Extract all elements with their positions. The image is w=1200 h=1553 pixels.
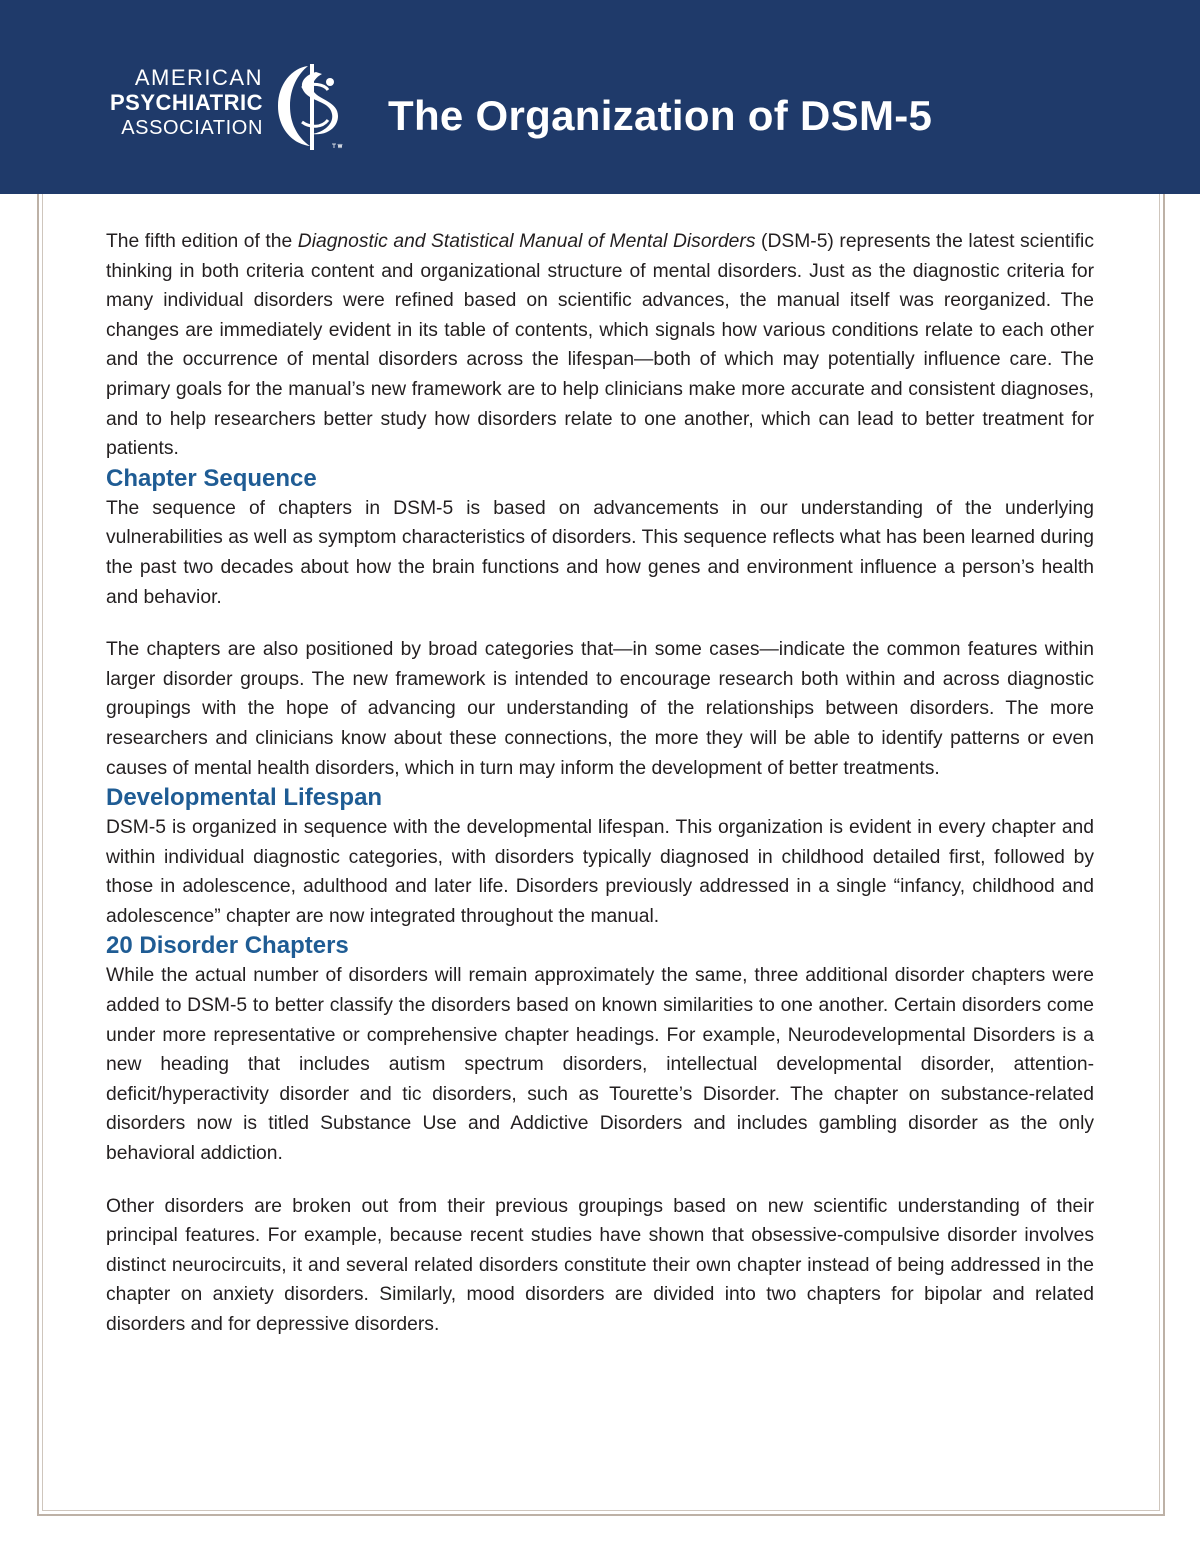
intro-text-start: The fifth edition of the	[106, 231, 298, 252]
intro-manual-title: Diagnostic and Statistical Manual of Mental Disorders	[297, 231, 756, 252]
logo-line-american: AMERICAN	[134, 65, 263, 90]
intro-text-rest: (DSM-5) represents the latest scientific thinking in both criteria content and organizational structure of mental disorders. Just as the diagnostic criteria for many individual disorders were refined based on scientific advances, the manual itself was reorganized. The changes are immediately evident in its table of contents, which signals how various conditions relate to each other and the occurrence of mental disorders across the lifespan—both of which may potentially influence care. The primary goals for the manual’s new framework are to help clinicians make more accurate and consistent diagnoses, and to help researchers better study how disorders relate to one another, which can lead to better treatment for patients.	[106, 231, 1094, 460]
main-content	[106, 227, 1094, 1340]
disorder-chapters-paragraph-1: While the actual number of disorders will remain approximately the same, three additional disorder chapters were added to DSM-5 to better classify the disorders based on known similarities to one another. Certain disorders come under more representative or comprehensive chapter headings. For example, Neurodevelopmental Disorders is a new heading that includes autism spectrum disorders, intellectual developmental disorder, attention-deficit/hyperactivity disorder and tic disorders, such as Tourette’s Disorder. The chapter on substance-related disorders now is titled Substance Use and Addictive Disorders and includes gambling disorder as the only behavioral addiction.	[106, 965, 1094, 1165]
apa-logo-text	[100, 64, 263, 141]
page-title: The Organization of DSM-5	[388, 92, 933, 139]
chapter-sequence-paragraph-2: The chapters are also positioned by broad categories that—in some cases—indicate the common features within larger disorder groups. The new framework is intended to encourage research both within and across diagnostic groupings with the hope of advancing our understanding of the relationships between disorders. The more researchers and clinicians know about these connections, the more they will be able to identify patterns or even causes of mental health disorders, which in turn may inform the development of better treatments.	[106, 639, 1094, 779]
chapter-sequence-paragraph-1: The sequence of chapters in DSM-5 is based on advancements in our understanding of the underlying vulnerabilities as well as symptom characteristics of disorders. This sequence reflects what has been learned during the past two decades about how the brain functions and how genes and environment influence a person’s health and behavior.	[106, 497, 1094, 608]
logo-line-psychiatric: PSYCHIATRIC	[110, 90, 263, 115]
developmental-lifespan-paragraph: DSM-5 is organized in sequence with the developmental lifespan. This organization is evident in every chapter and within individual diagnostic categories, with disorders typically diagnosed in childhood detailed first, followed by those in adolescence, adulthood and later life. Disorders previously addressed in a single “infancy, childhood and adolescence” chapter are now integrated throughout the manual.	[106, 817, 1094, 927]
disorder-chapters-paragraph-2: Other disorders are broken out from their previous groupings based on new scientific understanding of their principal features. For example, because recent studies have shown that obsessive-compulsive disorder involves distinct neurocircuits, it and several related disorders constitute their own chapter instead of being addressed in the chapter on anxiety disorders. Similarly, mood disorders are divided into two chapters for bipolar and related disorders and for depressive disorders.	[106, 1195, 1094, 1335]
logo-line-association: ASSOCIATION	[121, 117, 263, 139]
heading-disorder-chapters: 20 Disorder Chapters	[106, 932, 349, 960]
heading-chapter-sequence: Chapter Sequence	[106, 464, 317, 492]
heading-developmental-lifespan: Developmental Lifespan	[106, 784, 383, 812]
intro-paragraph	[106, 227, 1094, 464]
apa-seal-icon	[272, 62, 352, 154]
header-banner	[0, 0, 1200, 194]
